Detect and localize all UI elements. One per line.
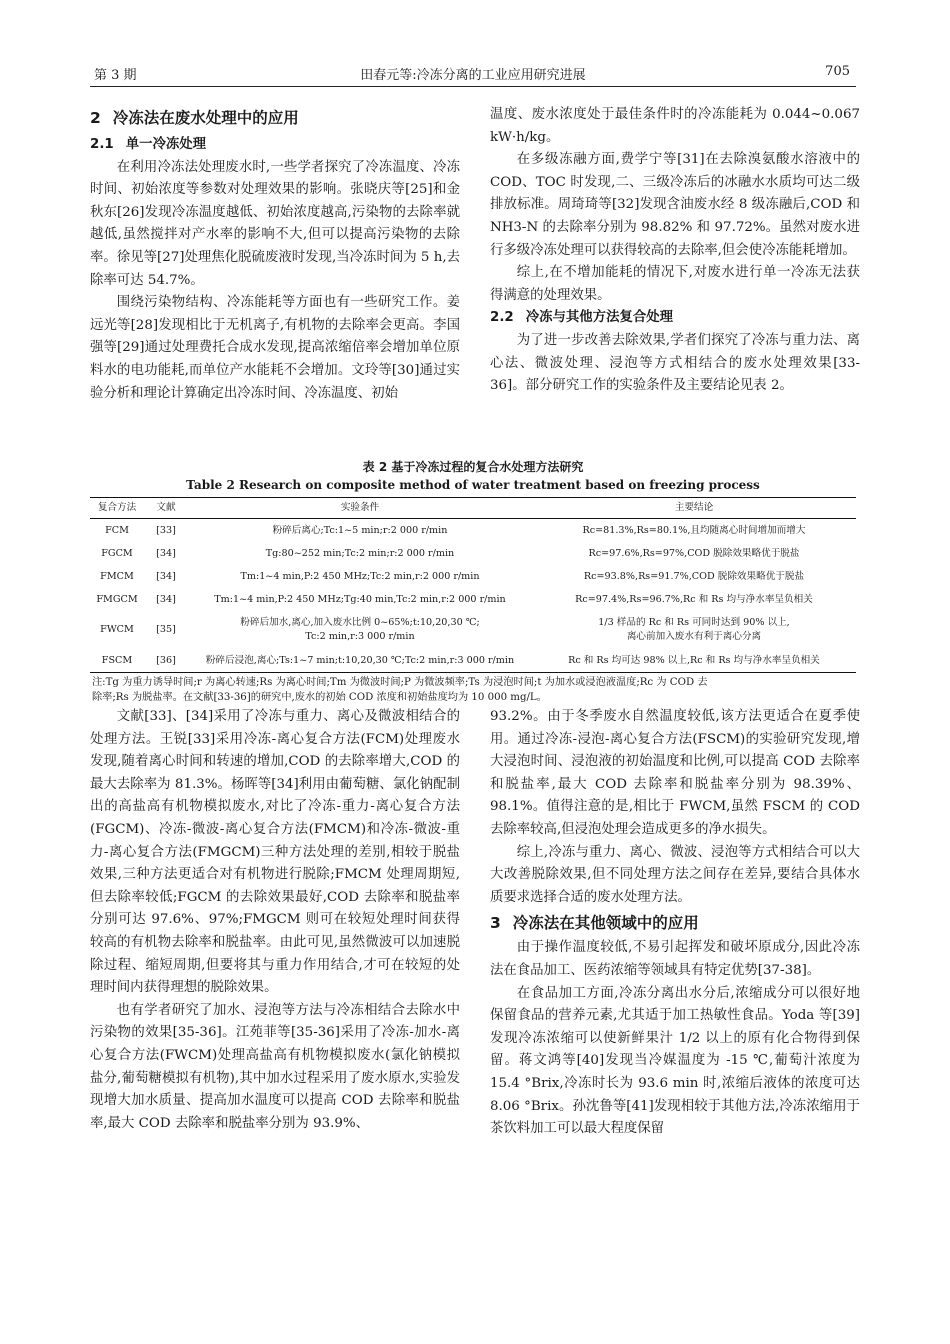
upper-left-column (90, 106, 460, 405)
paragraph: 93.2%。由于冬季废水自然温度较低,该方法更适合在夏季使用。通过冷冻-浸泡-离心复合方法(FSCM)的实验研究发现,增大浸泡时间、浸泡液的初始温度和比例,可以提高 COD 去除率和脱盐率,最大 COD 去除率和脱盐率分别为 98.39%、98.1%。值得注意的是,相比于 FWCM,虽然 FSCM 的 COD 去除率较高,但浸泡处理会造成更多的净水损失。 (490, 709, 860, 837)
upper-right-column (490, 104, 860, 398)
paragraph: 综上,冷冻与重力、离心、微波、浸泡等方式相结合可以大大改善脱除效果,但不同处理方法之间存在差异,要结合具体水质要求选择合适的废水处理方法。 (490, 844, 860, 905)
paragraph: 由于操作温度较低,不易引起挥发和破坏原成分,因此冷冻法在食品加工、医药浓缩等领域具有特定优势[37-38]。 (490, 940, 860, 978)
table-row: FMCM [34] Tm:1~4 min,P:2 450 MHz;Tc:2 min,r:2 000 r/min Rc=93.8%,Rs=91.7%,COD 脱除效果略优于脱盐 (100, 570, 805, 582)
running-title: 田春元等:冷冻分离的工业应用研究进展 (360, 68, 586, 83)
paragraph: 温度、废水浓度处于最佳条件时的冷冻能耗为 0.044~0.067 kW·h/kg。 (490, 107, 860, 145)
table-row: FCM [33] 粉碎后离心;Tc:1~5 min;r:2 000 r/min Rc=81.3%,Rs=80.1%,且均随离心时间增加而增大 (105, 524, 806, 536)
table-caption-cn: 表 2 基于冷冻过程的复合水处理方法研究 (362, 460, 584, 474)
lower-left-column (90, 706, 460, 1135)
table-row: FWCM [35] 粉碎后加水,离心,加入废水比例 0~65%;t:10,20,30 ℃; Tc:2 min,r:3 000 r/min 1/3 样品的 Rc 和 Rs 可同时达到 90% 以上, 离心前加入废水有利于离心分离 (100, 617, 790, 642)
paragraph: 也有学者研究了加水、浸泡等方法与冷冻相结合去除水中污染物的效果[35-36]。江苑菲等[35-36]采用了冷冻-加水-离心复合方法(FWCM)处理高盐高有机物模拟废水(氯化钠模拟盐分,葡萄糖模拟有机物),其中加水过程采用了废水原水,实验发现增大加水质量、提高加水温度可以提高 COD 去除率和脱盐率,最大 COD 去除率和脱盐率分别为 93.9%、 (90, 1002, 460, 1131)
paragraph: 综上,在不增加能耗的情况下,对废水进行单一冷冻无法获得满意的处理效果。 (490, 265, 860, 303)
subsection-heading: 2.2 冷冻与其他方法复合处理 (490, 310, 674, 326)
table-2 (90, 458, 856, 705)
table-row: FGCM [34] Tg:80~252 min;Tc:2 min;r:2 000 r/min Rc=97.6%,Rs=97%,COD 脱除效果略优于脱盐 (101, 547, 800, 559)
data-table (90, 497, 856, 673)
column-header: 实验条件 (188, 498, 532, 519)
issue-number: 第 3 期 (94, 68, 137, 83)
section-heading: 2 冷冻法在废水处理中的应用 (90, 109, 299, 127)
paragraph: 在利用冷冻法处理废水时,一些学者探究了冷冻温度、冷冻时间、初始浓度等参数对处理效果的影响。张晓庆等[25]和金秋东[26]发现冷冻温度越低、初始浓度越高,污染物的去除率就越低,虽然搅拌对产水率的影响不大,但可以提高污染物的去除率。徐见等[27]处理焦化脱硫废液时发现,当冷冻时间为 5 h,去除率可达 54.7%。 (90, 159, 460, 288)
paragraph: 围绕污染物结构、冷冻能耗等方面也有一些研究工作。姜远光等[28]发现相比于无机离子,有机物的去除率会更高。李国强等[29]通过处理费托合成水发现,提高浓缩倍率会增加单位原料水的电功能耗,而单位产水能耗不会增加。文玲等[30]通过实验分析和理论计算确定出冷冻时间、冷冻温度、初始 (90, 295, 460, 401)
table-note: 注:Tg 为重力诱导时间;r 为离心转速;Rs 为离心时间;Tm 为微波时间;P 为微波频率;Ts 为浸泡时间;t 为加水或浸泡液温度;Rc 为 COD 去 除率;Rs 为脱盐率。在文献[33-36]的研究中,废水的初始 COD 浓度和初始盐度均为 10 000 mg/L。 (92, 677, 708, 703)
table-caption-en: Table 2 Research on composite method of water treatment based on freezing process (186, 478, 760, 492)
lower-right-column (490, 706, 860, 1141)
column-header: 文献 (144, 498, 188, 519)
page-number: 705 (825, 64, 850, 79)
paragraph: 在多级冻融方面,费学宁等[31]在去除溴氨酸水溶液中的 COD、TOC 时发现,二、三级冷冻后的冰融水水质均可达二级排放标准。周琦琦等[32]发现含油废水经 8 级冻融后,COD 和 NH3-N 的去除率分别为 98.82% 和 97.72%。虽然对废水进行多级冷冻处理可以获得较高的去除率,但会使冷冻能耗增加。 (490, 152, 860, 258)
paragraph: 文献[33]、[34]采用了冷冻与重力、离心及微波相结合的处理方法。王锐[33]采用冷冻-离心复合方法(FCM)处理废水发现,随着离心时间和转速的增加,COD 的去除率增大,COD 的最大去除率为 81.3%。杨晖等[34]利用由葡萄糖、氯化钠配制出的高盐高有机物模拟废水,对比了冷冻-重力-离心复合方法(FGCM)、冷冻-微波-离心复合方法(FMCM)和冷冻-微波-重力-离心复合方法(FMGCM)三种方法处理的差别,相较于脱盐效果,三种方法更适合对有机物进行脱除;FMCM 处理周期短,但去除率较低;FGCM 的去除效果最好,COD 去除率和脱盐率分别可达 97.6%、97%;FMGCM 则可在较短处理时间获得较高的有机物去除率和脱盐率。由此可见,虽然微波可以加速脱除过程、缩短周期,但要将其与重力作用结合,才可在较短的处理时间内获得理想的脱除效果。 (90, 709, 460, 996)
paragraph: 在食品加工方面,冷冻分离出水分后,浓缩成分可以很好地保留食品的营养元素,尤其适于加工热敏性食品。Yoda 等[39]发现冷冻浓缩可以使新鲜果汁 1/2 以上的原有化合物得到保留。蒋文鸿等[40]发现当冷媒温度为 -15 ℃,葡萄汁浓度为 15.4 °Brix,冷冻时长为 93.6 min 时,浓缩后液体的浓度可达 8.06 °Brix。孙沈鲁等[41]发现相较于其他方法,冷冻浓缩用于茶饮料加工可以最大程度保留 (490, 985, 860, 1137)
column-header: 主要结论 (532, 498, 856, 519)
table-row: FMGCM [34] Tm:1~4 min,P:2 450 MHz;Tg:40 min,Tc:2 min,r:2 000 r/min Rc=97.4%,Rs=96.7%,Rc 和 Rs 均与净水率呈负相关 (96, 593, 813, 605)
column-header: 复合方法 (90, 498, 144, 519)
section-heading: 3 冷冻法在其他领域中的应用 (490, 914, 699, 933)
running-header (90, 62, 856, 87)
subsection-heading: 2.1 单一冷冻处理 (90, 137, 207, 152)
table-row: FSCM [36] 粉碎后浸泡,离心;Ts:1~7 min;t:10,20,30 ℃;Tc:2 min,r:3 000 r/min Rc 和 Rs 均可达 98% 以上,Rc 和 Rs 均与净水率呈负相关 (90, 649, 856, 673)
paragraph: 为了进一步改善去除效果,学者们探究了冷冻与重力法、离心法、微波处理、浸泡等方式相结合的废水处理效果[33-36]。部分研究工作的实验条件及主要结论见表 2。 (490, 332, 860, 394)
